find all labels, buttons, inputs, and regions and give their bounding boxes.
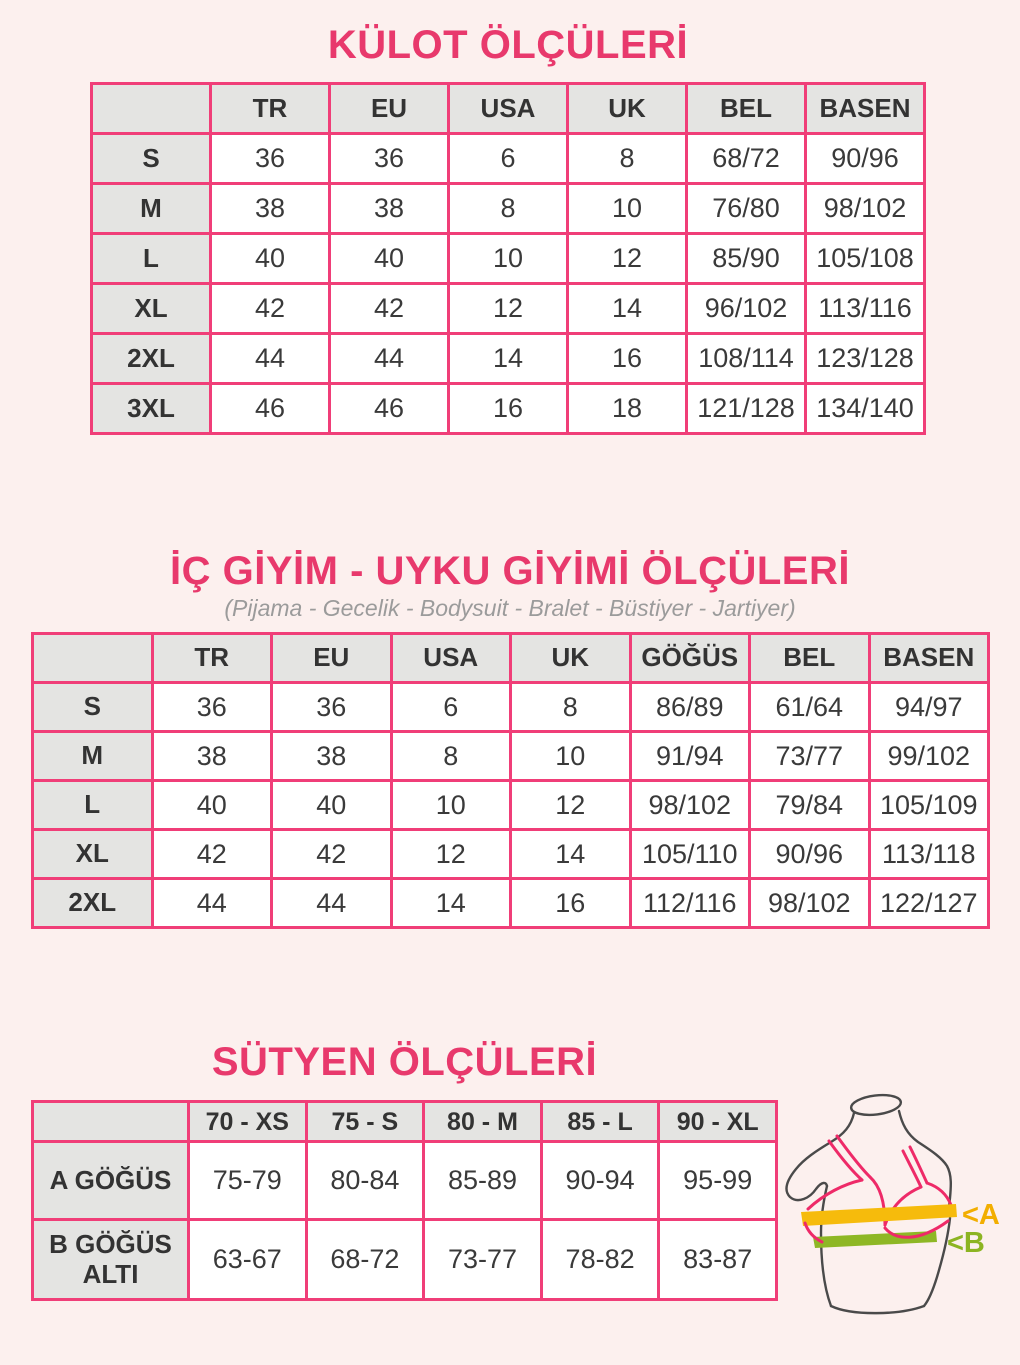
table-cell: 8 [449, 184, 568, 234]
table-cell: 95-99 [659, 1142, 777, 1220]
row-label: B GÖĞÜS ALTI [33, 1220, 189, 1300]
column-header: EU [330, 84, 449, 134]
table-cell: 6 [449, 134, 568, 184]
table-row [92, 234, 925, 284]
corner-cell [33, 1102, 189, 1142]
table-cell: 12 [511, 781, 631, 830]
table-cell: 98/102 [806, 184, 925, 234]
table-row [92, 284, 925, 334]
column-header: USA [391, 634, 511, 683]
ic-giyim-section-title: İÇ GİYİM - UYKU GİYİMİ ÖLÇÜLERİ [170, 549, 850, 593]
table-cell: 8 [511, 683, 631, 732]
table-cell: 105/109 [869, 781, 989, 830]
mannequin-torso-illustration [780, 1085, 1020, 1360]
table-cell: 98/102 [630, 781, 750, 830]
table-cell: 16 [568, 334, 687, 384]
row-label: 2XL [33, 879, 153, 928]
table-cell: 76/80 [687, 184, 806, 234]
table-cell: 42 [152, 830, 272, 879]
column-header: TR [152, 634, 272, 683]
table-cell: 36 [152, 683, 272, 732]
corner-cell [92, 84, 211, 134]
table-cell: 108/114 [687, 334, 806, 384]
row-label: XL [92, 284, 211, 334]
column-header: EU [272, 634, 392, 683]
measure-band-a [801, 1204, 957, 1226]
table-cell: 122/127 [869, 879, 989, 928]
table-cell: 14 [511, 830, 631, 879]
table-cell: 123/128 [806, 334, 925, 384]
table-cell: 36 [330, 134, 449, 184]
table-row [33, 1220, 777, 1300]
table-cell: 83-87 [659, 1220, 777, 1300]
table-row [92, 134, 925, 184]
row-label: M [92, 184, 211, 234]
table-cell: 38 [330, 184, 449, 234]
torso-outline [786, 1093, 950, 1314]
column-header: 85 - L [541, 1102, 659, 1142]
row-label: L [33, 781, 153, 830]
table-cell: 61/64 [750, 683, 870, 732]
table-cell: 14 [449, 334, 568, 384]
table-cell: 8 [391, 732, 511, 781]
table-row [33, 781, 989, 830]
row-label: 3XL [92, 384, 211, 434]
table-cell: 99/102 [869, 732, 989, 781]
header-row [33, 1102, 777, 1142]
table-cell: 44 [211, 334, 330, 384]
column-header: UK [511, 634, 631, 683]
table-cell: 14 [391, 879, 511, 928]
table-row [33, 879, 989, 928]
table-cell: 105/108 [806, 234, 925, 284]
table-cell: 73-77 [424, 1220, 542, 1300]
table-row [33, 683, 989, 732]
table-cell: 10 [449, 234, 568, 284]
table-row [33, 732, 989, 781]
ic-giyim-section-subtitle: (Pijama - Gecelik - Bodysuit - Bralet - Büstiyer - Jartiyer) [224, 595, 796, 621]
kulot-section-title: KÜLOT ÖLÇÜLERİ [327, 23, 689, 67]
measure-band-b [813, 1231, 937, 1248]
column-header: BASEN [869, 634, 989, 683]
sutyen-size-table [31, 1100, 778, 1301]
table-cell: 38 [272, 732, 392, 781]
table-cell: 10 [511, 732, 631, 781]
table-cell: 12 [391, 830, 511, 879]
table-cell: 134/140 [806, 384, 925, 434]
table-cell: 12 [568, 234, 687, 284]
table-cell: 10 [391, 781, 511, 830]
table-row [33, 1142, 777, 1220]
table-cell: 18 [568, 384, 687, 434]
header-row [92, 84, 925, 134]
corner-cell [33, 634, 153, 683]
table-cell: 78-82 [541, 1220, 659, 1300]
table-cell: 42 [330, 284, 449, 334]
band-a-label: <A [962, 1199, 1000, 1231]
table-cell: 73/77 [750, 732, 870, 781]
table-cell: 85-89 [424, 1142, 542, 1220]
kulot-size-table [90, 82, 926, 435]
column-header: BEL [750, 634, 870, 683]
table-cell: 121/128 [687, 384, 806, 434]
column-header: 75 - S [306, 1102, 424, 1142]
table-cell: 79/84 [750, 781, 870, 830]
column-header: 90 - XL [659, 1102, 777, 1142]
table-cell: 113/116 [806, 284, 925, 334]
table-cell: 68/72 [687, 134, 806, 184]
table-cell: 8 [568, 134, 687, 184]
row-label: S [92, 134, 211, 184]
table-cell: 94/97 [869, 683, 989, 732]
table-cell: 105/110 [630, 830, 750, 879]
table-cell: 40 [152, 781, 272, 830]
table-cell: 68-72 [306, 1220, 424, 1300]
table-cell: 16 [511, 879, 631, 928]
table-cell: 63-67 [189, 1220, 307, 1300]
row-label: L [92, 234, 211, 284]
column-header: GÖĞÜS [630, 634, 750, 683]
table-row [92, 334, 925, 384]
table-cell: 14 [568, 284, 687, 334]
table-cell: 85/90 [687, 234, 806, 284]
column-header: BEL [687, 84, 806, 134]
table-cell: 86/89 [630, 683, 750, 732]
table-cell: 46 [211, 384, 330, 434]
row-label: XL [33, 830, 153, 879]
table-cell: 16 [449, 384, 568, 434]
table-cell: 90-94 [541, 1142, 659, 1220]
table-row [33, 830, 989, 879]
row-label: M [33, 732, 153, 781]
table-cell: 98/102 [750, 879, 870, 928]
table-cell: 44 [330, 334, 449, 384]
table-cell: 46 [330, 384, 449, 434]
row-label: S [33, 683, 153, 732]
ic-giyim-size-table [31, 632, 990, 929]
column-header: 70 - XS [189, 1102, 307, 1142]
table-cell: 40 [272, 781, 392, 830]
table-cell: 36 [211, 134, 330, 184]
table-cell: 10 [568, 184, 687, 234]
header-row [33, 634, 989, 683]
row-label: 2XL [92, 334, 211, 384]
table-cell: 38 [152, 732, 272, 781]
bra-measurement-figure [780, 1085, 1020, 1360]
column-header: TR [211, 84, 330, 134]
table-cell: 96/102 [687, 284, 806, 334]
table-cell: 38 [211, 184, 330, 234]
column-header: 80 - M [424, 1102, 542, 1142]
column-header: USA [449, 84, 568, 134]
table-cell: 40 [211, 234, 330, 284]
table-cell: 40 [330, 234, 449, 284]
table-row [92, 384, 925, 434]
table-cell: 44 [272, 879, 392, 928]
table-cell: 12 [449, 284, 568, 334]
table-cell: 42 [272, 830, 392, 879]
table-cell: 36 [272, 683, 392, 732]
row-label: A GÖĞÜS [33, 1142, 189, 1220]
table-cell: 42 [211, 284, 330, 334]
band-b-label: <B [947, 1227, 985, 1259]
table-cell: 91/94 [630, 732, 750, 781]
table-cell: 90/96 [806, 134, 925, 184]
table-cell: 44 [152, 879, 272, 928]
table-cell: 6 [391, 683, 511, 732]
column-header: UK [568, 84, 687, 134]
table-cell: 90/96 [750, 830, 870, 879]
table-cell: 112/116 [630, 879, 750, 928]
table-row [92, 184, 925, 234]
table-cell: 113/118 [869, 830, 989, 879]
table-cell: 75-79 [189, 1142, 307, 1220]
table-cell: 80-84 [306, 1142, 424, 1220]
sutyen-section-title: SÜTYEN ÖLÇÜLERİ [211, 1040, 598, 1084]
column-header: BASEN [806, 84, 925, 134]
